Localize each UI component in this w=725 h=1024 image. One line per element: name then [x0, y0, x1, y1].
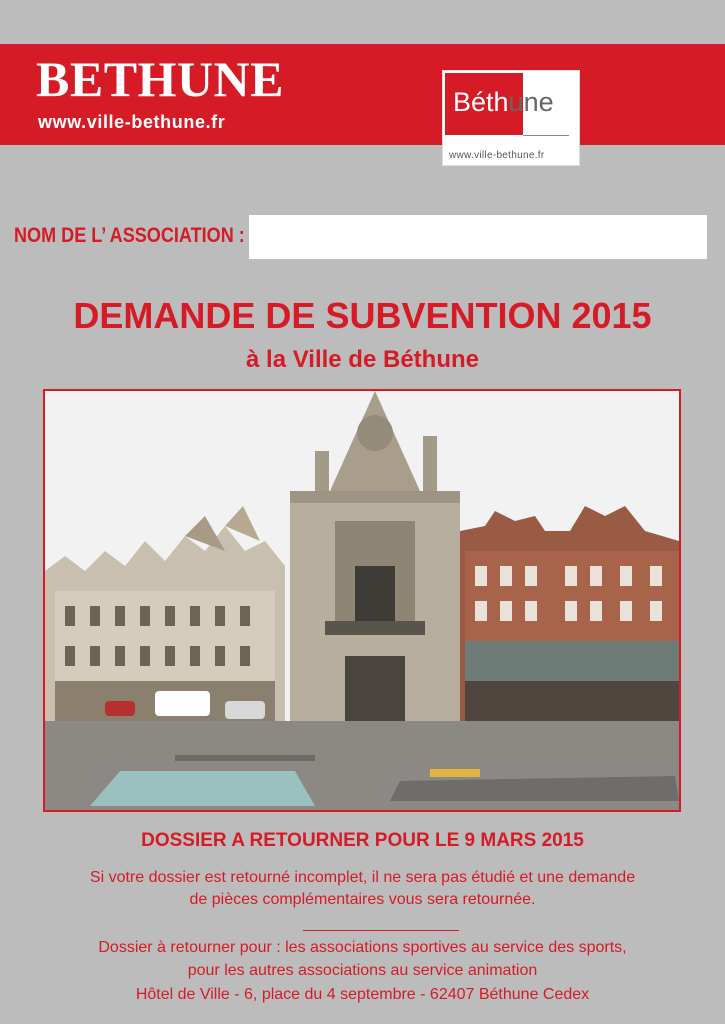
- deadline-heading: DOSSIER A RETOURNER POUR LE 9 MARS 2015: [141, 830, 584, 851]
- notice-line-2: de pièces complémentaires vous sera retournée.: [189, 891, 536, 908]
- logo-word-part2: une: [508, 87, 554, 117]
- page-subtitle: à la Ville de Béthune: [246, 346, 479, 373]
- page-title: DEMANDE DE SUBVENTION 2015: [73, 295, 652, 336]
- town-hall-photo: [43, 389, 681, 812]
- logo-word-part1: Béth: [453, 87, 509, 117]
- return-info-line-2: pour les autres associations au service animation: [187, 962, 538, 979]
- logo-underline: [523, 135, 569, 136]
- return-info-line-1: Dossier à retourner pour : les associations sportives au service des sports,: [98, 939, 627, 956]
- logo-word: [453, 89, 554, 116]
- brand-url: www.ville-bethune.fr: [38, 112, 226, 132]
- separator-line: [303, 930, 459, 931]
- notice-line-1: Si votre dossier est retourné incomplet, il ne sera pas étudié et une demande: [89, 869, 636, 886]
- brand-title: BETHUNE: [36, 51, 285, 107]
- header-banner: [0, 44, 725, 145]
- logo-url: www.ville-bethune.fr: [449, 150, 545, 161]
- association-name-input[interactable]: [249, 215, 707, 259]
- association-name-label: NOM DE L’ ASSOCIATION :: [14, 224, 245, 247]
- return-info-line-3: Hôtel de Ville - 6, place du 4 septembre - 62407 Béthune Cedex: [135, 986, 590, 1003]
- town-hall-illustration: [45, 391, 679, 810]
- city-logo: [442, 70, 580, 166]
